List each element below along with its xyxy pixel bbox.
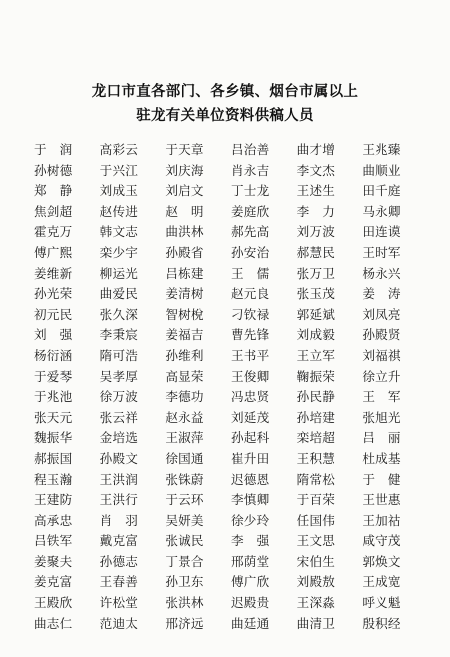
- contributor-name: 王深淼: [296, 595, 336, 611]
- contributor-name: 迟殿贵: [231, 595, 270, 611]
- contributor-name: 郝先高: [231, 224, 270, 240]
- contributor-name: 刘殿敖: [296, 574, 336, 590]
- contributor-name: 王殿欣: [34, 595, 73, 611]
- contributor-name: 张诚民: [165, 533, 204, 549]
- contributor-name: 王春善: [99, 574, 139, 590]
- contributor-name: 杨永兴: [362, 265, 401, 281]
- contributor-name: 曲洪林: [165, 224, 204, 240]
- contributor-name: 栾少宇: [99, 244, 139, 260]
- contributor-name: 张铢蔚: [165, 471, 204, 487]
- contributor-name: 李文杰: [296, 162, 336, 178]
- contributor-name: 王俊卿: [231, 368, 270, 384]
- contributor-name: 孙光荣: [34, 286, 73, 302]
- contributor-name: 范迪太: [99, 615, 139, 631]
- contributor-name: 魏振华: [34, 430, 73, 446]
- contributor-name: 王文思: [296, 533, 336, 549]
- contributor-name: 田千庭: [362, 183, 401, 199]
- contributor-name: 郑 静: [34, 183, 73, 199]
- contributor-name: 田连谟: [362, 224, 401, 240]
- contributor-name: 徐少玲: [231, 512, 270, 528]
- contributor-name: 赵 明: [165, 203, 204, 219]
- contributor-name: 鞠振荣: [296, 368, 336, 384]
- contributor-name: 金培选: [99, 430, 139, 446]
- contributor-name: 吕铁军: [34, 533, 73, 549]
- contributor-name: 姜福吉: [165, 327, 204, 343]
- contributor-name: 崔升田: [231, 450, 270, 466]
- contributor-name: 宋伯生: [296, 553, 336, 569]
- contributor-name: 张天元: [34, 409, 73, 425]
- contributor-name: 姜庭欣: [231, 203, 270, 219]
- contributor-name: 王时军: [362, 244, 401, 260]
- contributor-name: 隋常松: [296, 471, 336, 487]
- contributor-name-grid: [32, 140, 424, 634]
- contributor-name: 于百荣: [296, 492, 336, 508]
- contributor-name: 徐万波: [99, 389, 139, 405]
- contributor-name: 张旭光: [362, 409, 401, 425]
- contributor-name: 程玉瀚: [34, 471, 73, 487]
- contributor-name: 于兆池: [34, 389, 73, 405]
- contributor-name: 殷积经: [362, 615, 401, 631]
- contributor-name: 任国伟: [296, 512, 336, 528]
- contributor-name: 张洪林: [165, 595, 204, 611]
- contributor-name: 傅广欣: [231, 574, 270, 590]
- contributor-name: 于 润: [34, 142, 73, 157]
- contributor-name: 刘启文: [165, 183, 204, 199]
- contributor-name: 张玉茂: [296, 286, 336, 302]
- contributor-name: 孙安治: [231, 244, 270, 260]
- contributor-name: 刘凤亮: [362, 306, 401, 322]
- contributor-name: 王洪润: [99, 471, 139, 487]
- contributor-name: 于 健: [362, 471, 401, 487]
- contributor-name: 曲才增: [296, 142, 336, 157]
- contributor-name: 于兴江: [99, 162, 139, 178]
- contributor-name: 赵传进: [99, 203, 139, 219]
- contributor-name: 王兆臻: [362, 142, 401, 157]
- contributor-name: 张万卫: [296, 265, 336, 281]
- contributor-name: 孙维利: [165, 347, 204, 363]
- contributor-name: 傅广熙: [34, 244, 73, 260]
- contributor-name: 迟德恩: [231, 471, 270, 487]
- contributor-name: 王述生: [296, 183, 336, 199]
- contributor-name: 张云祥: [99, 409, 139, 425]
- contributor-name: 刁钦禄: [231, 306, 270, 322]
- contributor-name: 刘 强: [34, 327, 73, 343]
- contributor-name: 焦剑超: [34, 203, 73, 219]
- contributor-name: 曲志仁: [34, 615, 73, 631]
- contributor-name: 吴孝厚: [99, 368, 139, 384]
- contributor-name: 孙殿文: [99, 450, 139, 466]
- contributor-name: 吴妍美: [165, 512, 204, 528]
- contributor-name: 于爱琴: [34, 368, 73, 384]
- contributor-name: 王成宽: [362, 574, 401, 590]
- contributor-name: 孙培建: [296, 409, 336, 425]
- contributor-name: 王 军: [362, 389, 401, 405]
- contributor-name: 姜 涛: [362, 286, 401, 302]
- contributor-name: 韩文志: [99, 224, 139, 240]
- contributor-name: 孙殿贤: [362, 327, 401, 343]
- contributor-name: 王立军: [296, 347, 336, 363]
- contributor-name: 李 力: [296, 203, 336, 219]
- contributor-name: 吕治善: [231, 142, 270, 157]
- document-title-line2: 驻龙有关单位资料供稿人员: [136, 108, 314, 124]
- contributor-name: 初元民: [34, 306, 73, 322]
- contributor-name: 曲廷通: [231, 615, 270, 631]
- contributor-name: 刘万波: [296, 224, 336, 240]
- contributor-name: 郝振国: [34, 450, 73, 466]
- contributor-name: 孙民静: [296, 389, 336, 405]
- contributor-name: 孙德志: [99, 553, 139, 569]
- contributor-name: 吕 丽: [362, 430, 401, 446]
- contributor-name: 曲清卫: [296, 615, 336, 631]
- contributor-name: 柳运光: [99, 265, 139, 281]
- contributor-name: 刘成玉: [99, 183, 139, 199]
- contributor-name: 高显荣: [165, 368, 204, 384]
- contributor-name: 刘成毅: [296, 327, 336, 343]
- contributor-name: 王建防: [34, 492, 73, 508]
- contributor-name: 刘福祺: [362, 347, 401, 363]
- contributor-name: 许松堂: [99, 595, 139, 611]
- contributor-name: 李秉宸: [99, 327, 139, 343]
- contributor-name: 丁士龙: [231, 183, 270, 199]
- contributor-name: 王世惠: [362, 492, 401, 508]
- contributor-name: 李德功: [165, 389, 204, 405]
- document-title-line1: 龙口市直各部门、各乡镇、烟台市属以上: [91, 84, 359, 100]
- contributor-name: 杨衍涵: [34, 347, 73, 363]
- contributor-name: 咸守茂: [362, 533, 401, 549]
- contributor-name: 于云环: [165, 492, 204, 508]
- contributor-name: 栾培超: [296, 430, 336, 446]
- contributor-name: 隋可浩: [99, 347, 139, 363]
- contributor-name: 王书平: [231, 347, 270, 363]
- contributor-name: 郭延斌: [296, 306, 336, 322]
- contributor-name: 马永卿: [362, 203, 401, 219]
- contributor-name: 孙殿省: [165, 244, 204, 260]
- contributor-name: 吕栋建: [165, 265, 204, 281]
- contributor-name: 李慎卿: [231, 492, 270, 508]
- contributor-name: 曹先锋: [231, 327, 270, 343]
- contributor-name: 张久深: [99, 306, 139, 322]
- contributor-name: 肖永吉: [231, 162, 270, 178]
- contributor-name: 高彩云: [99, 142, 139, 157]
- contributor-name: 曲顺业: [362, 162, 401, 178]
- contributor-name: 霍克万: [34, 224, 73, 240]
- contributor-name: 孙起科: [231, 430, 270, 446]
- contributor-name: 徐立升: [362, 368, 401, 384]
- contributor-name: 郭焕文: [362, 553, 401, 569]
- contributor-name: 孙卫东: [165, 574, 204, 590]
- contributor-name: 智树梲: [165, 306, 204, 322]
- contributor-name: 高承忠: [34, 512, 73, 528]
- contributor-name: 郝慧民: [296, 244, 336, 260]
- contributor-name: 冯忠贤: [231, 389, 270, 405]
- contributor-name: 丁景合: [165, 553, 204, 569]
- contributor-name: 呼义魁: [362, 595, 401, 611]
- contributor-name: 赵元良: [231, 286, 270, 302]
- contributor-name: 肖 羽: [99, 512, 139, 528]
- contributor-name: 王积慧: [296, 450, 336, 466]
- contributor-name: 戴克富: [99, 533, 139, 549]
- contributor-name: 姜维新: [34, 265, 73, 281]
- contributor-name: 姜克富: [34, 574, 73, 590]
- contributor-name: 李 强: [231, 533, 270, 549]
- contributor-name: 杜成基: [362, 450, 401, 466]
- contributor-name: 姜清树: [165, 286, 204, 302]
- contributor-name: 赵永益: [165, 409, 204, 425]
- contributor-name: 刘庆海: [165, 162, 204, 178]
- contributor-name: 姜聚夫: [34, 553, 73, 569]
- contributor-name: 刘延茂: [231, 409, 270, 425]
- contributor-name: 王 儒: [231, 265, 270, 281]
- contributor-name: 邢济远: [165, 615, 204, 631]
- contributor-name: 曲爱民: [99, 286, 139, 302]
- contributor-name: 王淑萍: [165, 430, 204, 446]
- contributor-name: 徐国通: [165, 450, 204, 466]
- contributor-name: 王洪行: [99, 492, 139, 508]
- contributor-name: 邢荫堂: [231, 553, 270, 569]
- contributor-name: 于天章: [165, 142, 204, 157]
- contributor-name: 孙树德: [34, 162, 73, 178]
- contributor-name: 王加祜: [362, 512, 401, 528]
